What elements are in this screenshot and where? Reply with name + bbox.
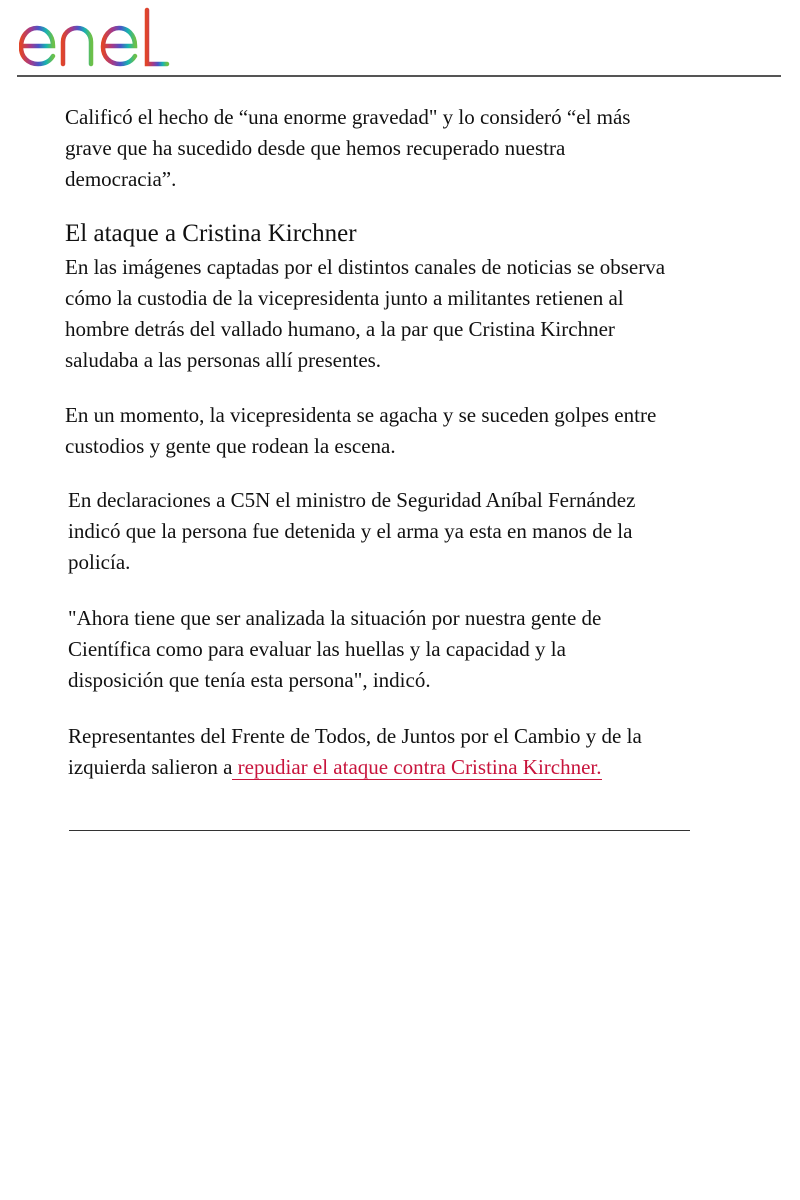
paragraph-3: En un momento, la vicepresidenta se agacha y se suceden golpes entre custodios y gente que rodean la escena.	[65, 403, 657, 458]
content-divider	[69, 830, 690, 831]
paragraph-1: Calificó el hecho de “una enorme gravedad" y lo consideró “el más grave que ha sucedido desde que hemos recuperado nuestra democracia”.	[65, 105, 631, 191]
paragraph-4: En declaraciones a C5N el ministro de Seguridad Aníbal Fernández indicó que la persona fue detenida y el arma ya esta en manos de la policía.	[68, 488, 636, 574]
enel-logo[interactable]	[19, 6, 171, 68]
paragraph-6	[68, 721, 698, 783]
paragraph-5: "Ahora tiene que ser analizada la situación por nuestra gente de Científica como para evaluar las huellas y la capacidad y la disposición que tenía esta persona", indicó.	[68, 606, 602, 692]
paragraph-6-text: Representantes del Frente de Todos, de Juntos por el Cambio y de la izquierda salieron a	[68, 724, 642, 779]
site-header	[17, 0, 781, 77]
paragraph-2: En las imágenes captadas por el distintos canales de noticias se observa cómo la custodia de la vicepresidenta junto a militantes retienen al hombre detrás del vallado humano, a la par que Cristina Kirchner saludaba a las personas allí presentes.	[65, 255, 666, 372]
repudiar-ataque-link[interactable]: repudiar el ataque contra Cristina Kirchner.	[232, 755, 602, 779]
enel-logo-graphic	[19, 6, 171, 68]
section-heading: El ataque a Cristina Kirchner	[65, 220, 357, 247]
